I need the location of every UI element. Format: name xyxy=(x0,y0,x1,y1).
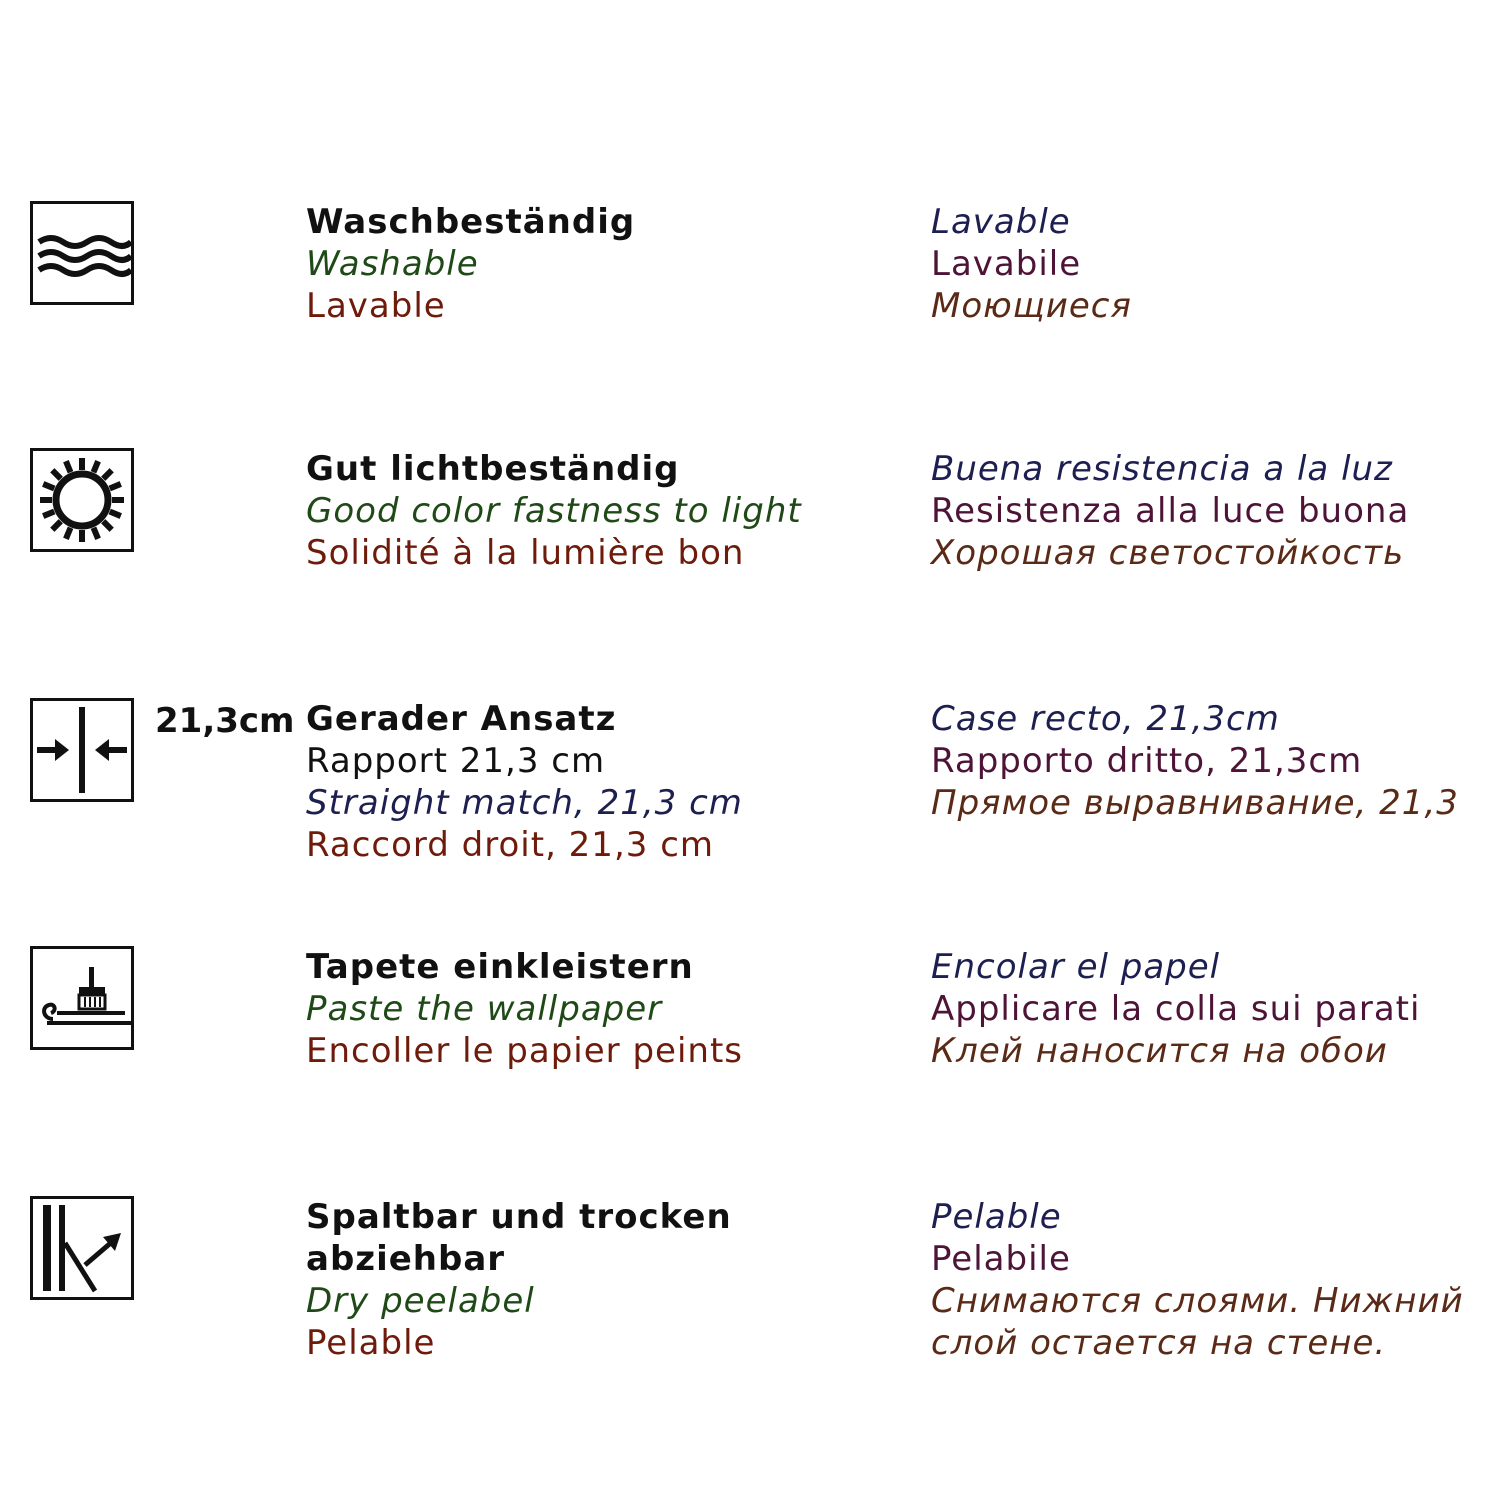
straight-match-icon xyxy=(30,698,134,802)
text-column-right xyxy=(931,448,1491,574)
label-russian: Прямое выравнивание, 21,3 xyxy=(931,783,1459,823)
label-german: Waschbeständig xyxy=(306,202,636,242)
label-french: Solidité à la lumière bon xyxy=(306,533,745,573)
paste-wallpaper-icon xyxy=(30,946,134,1050)
label-spanish: Pelable xyxy=(931,1197,1062,1237)
label-english: Good color fastness to light xyxy=(306,491,802,531)
label-english: Washable xyxy=(306,244,479,284)
label-german: Gut lichtbeständig xyxy=(306,449,680,489)
label-spanish: Lavable xyxy=(931,202,1071,242)
text-column-left xyxy=(306,698,896,866)
label-german: Tapete einkleistern xyxy=(306,947,694,987)
label-spanish: Encolar el papel xyxy=(931,947,1221,987)
label-french: Pelable xyxy=(306,1323,436,1363)
label-russian: Снимаются слоями. Нижний xyxy=(931,1281,1464,1321)
text-column-left xyxy=(306,1196,896,1364)
label-english: Paste the wallpaper xyxy=(306,989,663,1029)
peelable-icon xyxy=(30,1196,134,1300)
sun-icon xyxy=(30,448,134,552)
label-german-repeat: Rapport 21,3 cm xyxy=(306,741,606,781)
label-italian: Lavabile xyxy=(931,244,1082,284)
label-english: Straight match, 21,3 cm xyxy=(306,783,743,823)
label-spanish: Case recto, 21,3cm xyxy=(931,699,1280,739)
label-italian: Applicare la colla sui parati xyxy=(931,989,1421,1029)
label-french: Raccord droit, 21,3 cm xyxy=(306,825,715,865)
waves-icon xyxy=(30,201,134,305)
label-german: Gerader Ansatz xyxy=(306,699,617,739)
label-italian: Pelabile xyxy=(931,1239,1071,1279)
label-russian: Хорошая светостойкость xyxy=(931,533,1405,573)
label-german-cont: abziehbar xyxy=(306,1239,506,1279)
text-column-right xyxy=(931,1196,1491,1364)
label-russian: Моющиеся xyxy=(931,286,1132,326)
label-german: Spaltbar und trocken xyxy=(306,1197,732,1237)
text-column-right xyxy=(931,201,1491,327)
label-english: Dry peelabel xyxy=(306,1281,535,1321)
label-french: Lavable xyxy=(306,286,446,326)
label-italian: Rapporto dritto, 21,3cm xyxy=(931,741,1363,781)
text-column-left xyxy=(306,201,896,327)
text-column-left xyxy=(306,946,896,1072)
label-french: Encoller le papier peints xyxy=(306,1031,743,1071)
label-italian: Resistenza alla luce buona xyxy=(931,491,1410,531)
text-column-left xyxy=(306,448,896,574)
label-spanish: Buena resistencia a la luz xyxy=(931,449,1393,489)
text-column-right xyxy=(931,698,1491,824)
label-russian: Клей наносится на обои xyxy=(931,1031,1388,1071)
repeat-measure-label: 21,3cm xyxy=(155,701,295,741)
label-russian-cont: слой остается на стене. xyxy=(931,1323,1387,1363)
text-column-right xyxy=(931,946,1491,1072)
